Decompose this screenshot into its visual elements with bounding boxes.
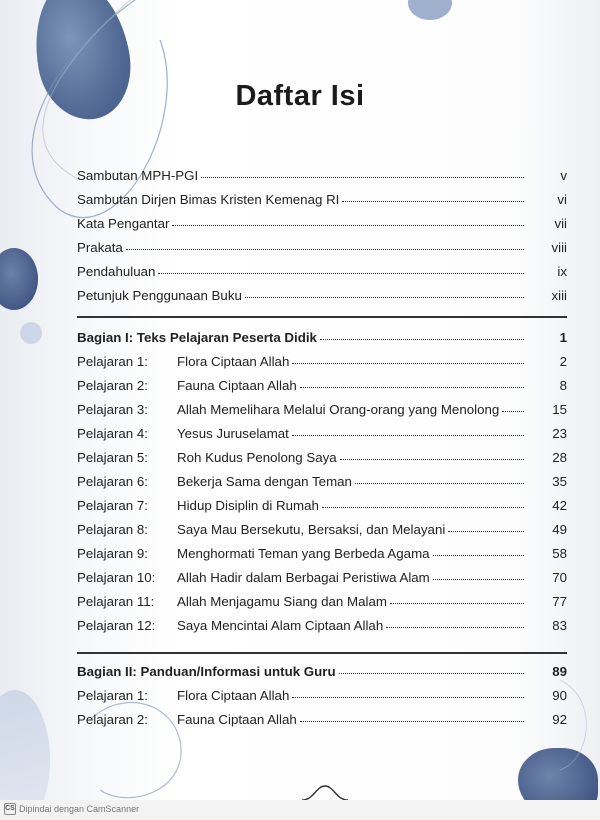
lesson-label: Pelajaran 10: — [77, 570, 156, 585]
lesson-label: Pelajaran 12: — [77, 618, 156, 633]
toc-entry[interactable] — [77, 216, 567, 236]
page-title: Daftar Isi — [235, 80, 365, 112]
lesson-page: 70 — [552, 570, 567, 585]
lesson-label: Pelajaran 4: — [77, 426, 148, 441]
toc-lesson[interactable] — [77, 688, 567, 708]
dot-leader — [386, 618, 524, 628]
part-title: Bagian II: Panduan/Informasi untuk Guru — [77, 664, 336, 679]
part-page: 89 — [552, 664, 567, 679]
toc-lesson[interactable] — [77, 522, 567, 542]
lesson-title: Allah Memelihara Melalui Orang-orang yang Menolong — [177, 402, 500, 417]
lesson-title: Fauna Ciptaan Allah — [177, 378, 297, 393]
dot-leader — [390, 594, 524, 604]
lesson-title: Yesus Juruselamat — [177, 426, 289, 441]
lesson-label: Pelajaran 11: — [77, 594, 155, 609]
lesson-title: Menghormati Teman yang Berbeda Agama — [177, 546, 430, 561]
lesson-page: 23 — [552, 426, 567, 441]
dot-leader — [448, 522, 524, 532]
toc-entry-page: xiii — [551, 288, 567, 303]
lesson-title: Roh Kudus Penolong Saya — [177, 450, 337, 465]
toc-part-heading[interactable] — [77, 664, 567, 684]
lesson-title: Flora Ciptaan Allah — [177, 688, 290, 703]
lesson-page: 90 — [552, 688, 567, 703]
section-divider — [77, 316, 567, 318]
toc-entry[interactable] — [77, 192, 567, 212]
lesson-label: Pelajaran 9: — [77, 546, 148, 561]
lesson-page: 28 — [552, 450, 567, 465]
lesson-title: Hidup Disiplin di Rumah — [177, 498, 319, 513]
toc-lesson[interactable] — [77, 426, 567, 446]
toc-entry-title: Sambutan Dirjen Bimas Kristen Kemenag RI — [77, 192, 340, 207]
toc-entry[interactable] — [77, 240, 567, 260]
toc-lesson[interactable] — [77, 498, 567, 518]
lesson-page: 49 — [552, 522, 567, 537]
lesson-page: 35 — [552, 474, 567, 489]
toc-entry[interactable] — [77, 168, 567, 188]
toc-lesson[interactable] — [77, 712, 567, 732]
toc-entry[interactable] — [77, 288, 567, 308]
lesson-title: Allah Menjagamu Siang dan Malam — [177, 594, 387, 609]
toc-entry-page: vi — [557, 192, 567, 207]
page-ornament-icon — [300, 782, 350, 802]
dot-leader — [433, 570, 524, 580]
lesson-title: Saya Mencintai Alam Ciptaan Allah — [177, 618, 384, 633]
toc-entry-title: Prakata — [77, 240, 123, 255]
part-page: 1 — [559, 330, 567, 345]
toc-part-heading[interactable] — [77, 330, 567, 350]
toc-lesson[interactable] — [77, 594, 567, 614]
lesson-page: 42 — [552, 498, 567, 513]
lesson-label: Pelajaran 3: — [77, 402, 148, 417]
lesson-page: 58 — [552, 546, 567, 561]
lesson-title: Bekerja Sama dengan Teman — [177, 474, 352, 489]
lesson-label: Pelajaran 6: — [77, 474, 148, 489]
lesson-label: Pelajaran 2: — [77, 712, 148, 727]
toc-entry-page: v — [560, 168, 567, 183]
dot-leader — [201, 168, 524, 178]
lesson-label: Pelajaran 7: — [77, 498, 148, 513]
toc-lesson[interactable] — [77, 546, 567, 566]
lesson-label: Pelajaran 8: — [77, 522, 148, 537]
dot-leader — [292, 426, 524, 436]
toc-lesson[interactable] — [77, 402, 567, 422]
lesson-page: 92 — [552, 712, 567, 727]
dot-leader — [355, 474, 524, 484]
dot-leader — [340, 450, 524, 460]
toc-entry-title: Kata Pengantar — [77, 216, 170, 231]
lesson-label: Pelajaran 5: — [77, 450, 148, 465]
toc-lesson[interactable] — [77, 354, 567, 374]
lesson-page: 8 — [559, 378, 567, 393]
part-title: Bagian I: Teks Pelajaran Peserta Didik — [77, 330, 317, 345]
lesson-title: Allah Hadir dalam Berbagai Peristiwa Alam — [177, 570, 430, 585]
toc-entry-title: Petunjuk Penggunaan Buku — [77, 288, 242, 303]
lesson-page: 2 — [559, 354, 567, 369]
toc-lesson[interactable] — [77, 474, 567, 494]
scanner-watermark — [4, 803, 139, 815]
dot-leader — [292, 688, 524, 698]
dot-leader — [126, 240, 524, 250]
dot-leader — [339, 664, 524, 674]
toc-entry-page: ix — [557, 264, 567, 279]
toc-lesson[interactable] — [77, 618, 567, 638]
dot-leader — [433, 546, 524, 556]
toc-entry-title: Pendahuluan — [77, 264, 156, 279]
dot-leader — [300, 712, 524, 722]
toc-entry-title: Sambutan MPH-PGI — [77, 168, 199, 183]
lesson-page: 15 — [552, 402, 567, 417]
lesson-page: 77 — [552, 594, 567, 609]
toc-lesson[interactable] — [77, 570, 567, 590]
dot-leader — [245, 288, 524, 298]
dot-leader — [158, 264, 524, 274]
camscanner-logo-icon: CS — [4, 803, 16, 815]
toc-lesson[interactable] — [77, 378, 567, 398]
lesson-label: Pelajaran 1: — [77, 354, 148, 369]
lesson-title: Flora Ciptaan Allah — [177, 354, 290, 369]
toc-entry-page: viii — [551, 240, 567, 255]
dot-leader — [320, 330, 524, 340]
dot-leader — [322, 498, 524, 508]
dot-leader — [292, 354, 524, 364]
toc-entry-page: vii — [554, 216, 567, 231]
toc-lesson[interactable] — [77, 450, 567, 470]
dot-leader — [502, 402, 524, 412]
section-divider — [77, 652, 567, 654]
lesson-label: Pelajaran 2: — [77, 378, 148, 393]
scanner-text: Dipindai dengan CamScanner — [19, 804, 140, 814]
lesson-page: 83 — [552, 618, 567, 633]
lesson-title: Fauna Ciptaan Allah — [177, 712, 297, 727]
dot-leader — [342, 192, 524, 202]
lesson-label: Pelajaran 1: — [77, 688, 148, 703]
dot-leader — [172, 216, 524, 226]
toc-entry[interactable] — [77, 264, 567, 284]
lesson-title: Saya Mau Bersekutu, Bersaksi, dan Melayani — [177, 522, 446, 537]
dot-leader — [300, 378, 524, 388]
